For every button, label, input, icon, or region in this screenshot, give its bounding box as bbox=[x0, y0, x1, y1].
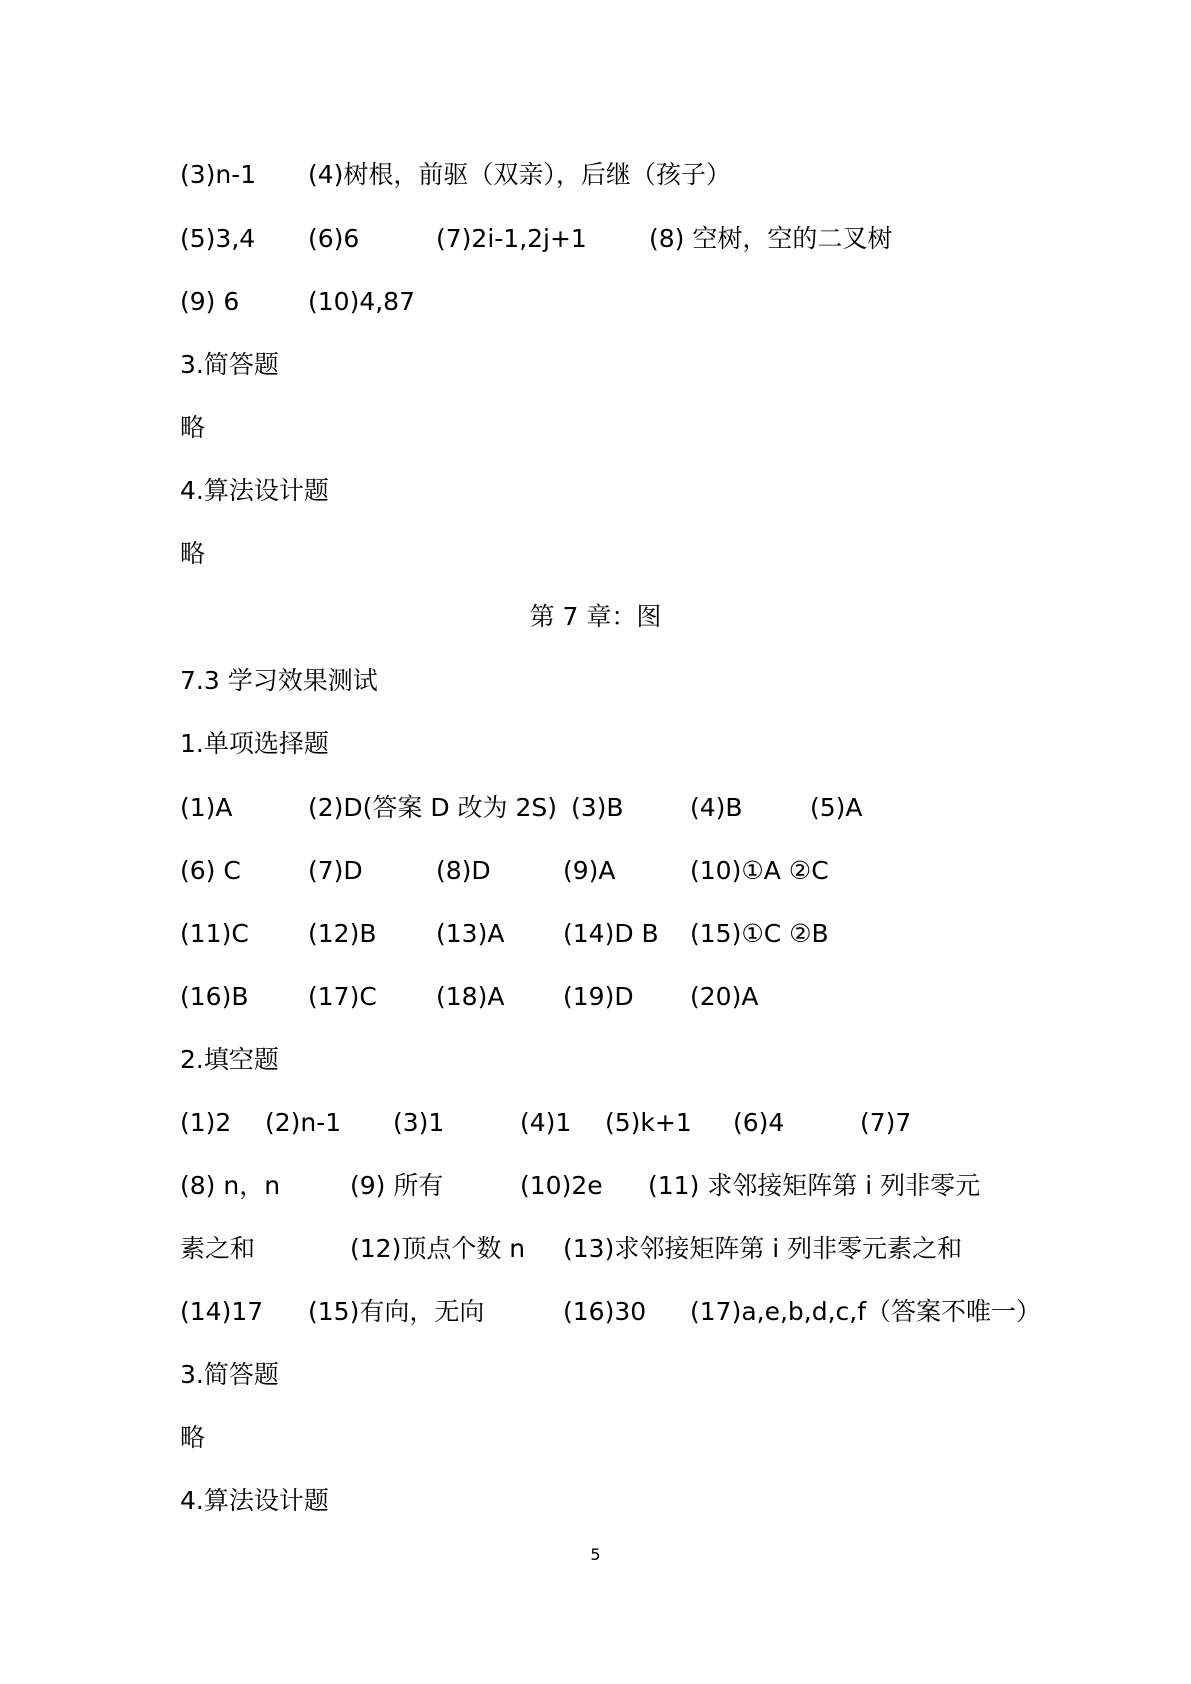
answer-item: (20)A bbox=[690, 982, 759, 1011]
answer-item: (8) 空树，空的二叉树 bbox=[649, 224, 893, 253]
answer-item: (10)①A ②C bbox=[690, 856, 829, 885]
answer-item: (14)D B bbox=[563, 919, 659, 948]
answer-item: (14)17 bbox=[180, 1297, 264, 1326]
answer-item: (17)a,e,b,d,c,f（答案不唯一） bbox=[690, 1297, 1042, 1326]
section-heading bbox=[0, 471, 1191, 511]
section-body-text: 略 bbox=[180, 539, 206, 568]
chapter-title bbox=[0, 597, 1191, 637]
answer-item: (7)7 bbox=[860, 1108, 912, 1137]
answer-item: (19)D bbox=[563, 982, 634, 1011]
answer-item: (1)A bbox=[180, 793, 233, 822]
answer-item: (15)有向，无向 bbox=[308, 1297, 485, 1326]
section-body-text: 略 bbox=[180, 1423, 206, 1452]
answer-item: (12)B bbox=[308, 919, 377, 948]
answer-row bbox=[0, 851, 1191, 891]
answer-item: (18)A bbox=[436, 982, 505, 1011]
answer-row bbox=[0, 219, 1191, 259]
answer-row bbox=[0, 282, 1191, 322]
section-heading-text: 2.填空题 bbox=[180, 1045, 279, 1074]
subsection-title bbox=[0, 661, 1191, 701]
answer-item: (10)2e bbox=[520, 1171, 603, 1200]
section-body bbox=[0, 534, 1191, 574]
section-heading bbox=[0, 1040, 1191, 1080]
answer-row bbox=[0, 788, 1191, 828]
answer-item: (6) C bbox=[180, 856, 241, 885]
answer-item: (3)B bbox=[571, 793, 624, 822]
answer-item: (4)1 bbox=[520, 1108, 572, 1137]
answer-item: (13)求邻接矩阵第 i 列非零元素之和 bbox=[563, 1234, 963, 1263]
answer-item: (5)3,4 bbox=[180, 224, 256, 253]
section-heading bbox=[0, 1355, 1191, 1395]
answer-item: (15)①C ②B bbox=[690, 919, 829, 948]
answer-row bbox=[0, 1103, 1191, 1143]
answer-item: (3)n-1 bbox=[180, 160, 257, 189]
answer-row bbox=[0, 1166, 1191, 1206]
answer-item: (1)2 bbox=[180, 1108, 232, 1137]
answer-item: (4)树根，前驱（双亲），后继（孩子） bbox=[308, 160, 731, 189]
section-body-text: 略 bbox=[180, 413, 206, 442]
answer-row bbox=[0, 155, 1191, 195]
answer-item: (11) 求邻接矩阵第 i 列非零元 bbox=[648, 1171, 981, 1200]
chapter-title-text: 第 7 章：图 bbox=[529, 602, 662, 631]
answer-item: (8) n，n bbox=[180, 1171, 281, 1200]
subsection-title-text: 7.3 学习效果测试 bbox=[180, 666, 378, 695]
answer-item: (3)1 bbox=[393, 1108, 445, 1137]
section-heading bbox=[0, 724, 1191, 764]
answer-item: (11)C bbox=[180, 919, 249, 948]
answer-item: (9) 所有 bbox=[350, 1171, 444, 1200]
answer-item: (5)A bbox=[810, 793, 863, 822]
answer-item: (5)k+1 bbox=[605, 1108, 692, 1137]
answer-item: (2)n-1 bbox=[265, 1108, 342, 1137]
answer-item: (4)B bbox=[690, 793, 743, 822]
section-heading bbox=[0, 1481, 1191, 1521]
answer-item: (7)D bbox=[308, 856, 363, 885]
answer-item: (6)4 bbox=[733, 1108, 785, 1137]
section-heading-text: 1.单项选择题 bbox=[180, 729, 329, 758]
answer-item: (9) 6 bbox=[180, 287, 240, 316]
answer-row bbox=[0, 914, 1191, 954]
answer-item: (8)D bbox=[436, 856, 491, 885]
answer-item: (7)2i-1,2j+1 bbox=[436, 224, 587, 253]
answer-item: (17)C bbox=[308, 982, 377, 1011]
answer-item: 素之和 bbox=[180, 1234, 256, 1263]
section-heading-text: 4.算法设计题 bbox=[180, 476, 329, 505]
page-number: 5 bbox=[590, 1545, 601, 1564]
section-heading-text: 3.简答题 bbox=[180, 1360, 279, 1389]
answer-item: (16)B bbox=[180, 982, 249, 1011]
answer-item: (12)顶点个数 n bbox=[350, 1234, 526, 1263]
answer-item: (10)4,87 bbox=[308, 287, 415, 316]
answer-item: (9)A bbox=[563, 856, 616, 885]
section-body bbox=[0, 1418, 1191, 1458]
section-heading bbox=[0, 345, 1191, 385]
answer-item: (6)6 bbox=[308, 224, 360, 253]
answer-item: (13)A bbox=[436, 919, 505, 948]
answer-item: (2)D(答案 D 改为 2S) bbox=[308, 793, 558, 822]
answer-item: (16)30 bbox=[563, 1297, 647, 1326]
answer-row bbox=[0, 1229, 1191, 1269]
answer-row bbox=[0, 1292, 1191, 1332]
section-heading-text: 4.算法设计题 bbox=[180, 1486, 329, 1515]
section-body bbox=[0, 408, 1191, 448]
section-heading-text: 3.简答题 bbox=[180, 350, 279, 379]
answer-row bbox=[0, 977, 1191, 1017]
